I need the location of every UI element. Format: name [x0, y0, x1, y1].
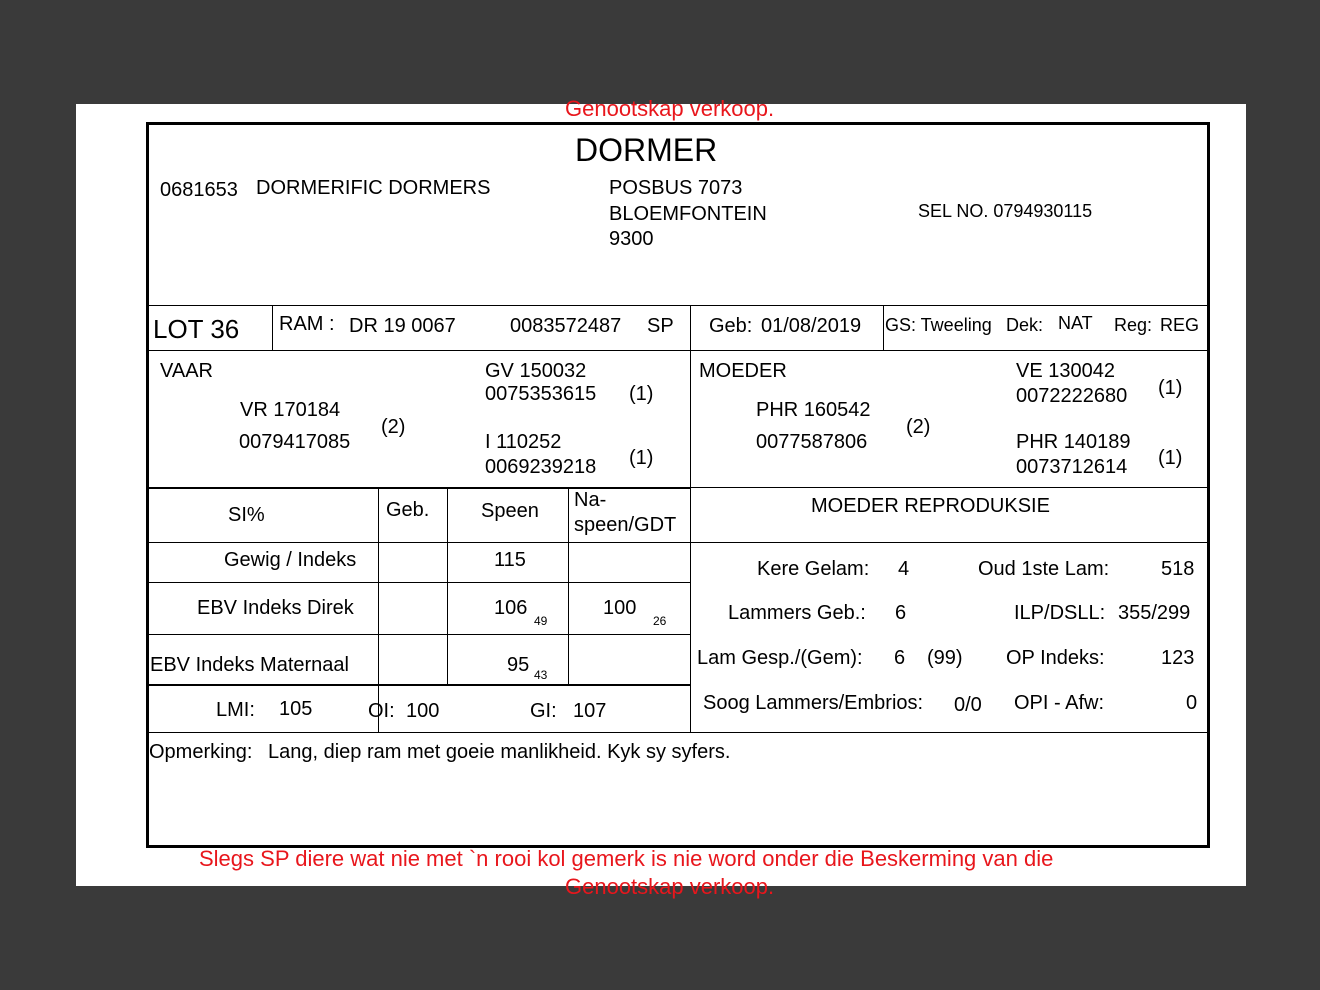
- gv-count: (1): [629, 383, 654, 405]
- ilp-value: 355/299: [1118, 602, 1191, 624]
- frame-left: [146, 122, 149, 848]
- address-line3: 9300: [609, 228, 654, 250]
- gewig-speen: 115: [494, 549, 526, 571]
- gi-value: 107: [573, 700, 607, 722]
- geb-header: Geb.: [386, 499, 430, 521]
- ebv-direk-label: EBV Indeks Direk: [197, 597, 354, 619]
- opi-value: 0: [1186, 692, 1198, 714]
- si-col-naspeen: [568, 487, 569, 684]
- ram-number: 0083572487: [510, 315, 622, 337]
- i-count: (1): [629, 447, 654, 469]
- lmi-label: LMI:: [216, 699, 255, 721]
- frame-top: [146, 122, 1210, 125]
- si-header: SI%: [228, 504, 265, 526]
- notice-bottom-line2: Genootskap verkoop.: [565, 874, 775, 899]
- si-col-geb: [378, 487, 379, 732]
- kere-value: 4: [898, 558, 910, 580]
- reg-value: REG: [1160, 315, 1200, 335]
- si-col-speen: [447, 487, 448, 684]
- lot-card-page: [76, 96, 1246, 899]
- ebv-maternaal-speen: 95: [507, 654, 530, 676]
- lot-divider-2: [690, 305, 691, 350]
- dek-value: NAT: [1058, 313, 1093, 333]
- moeder-id: PHR 160542: [756, 399, 871, 421]
- oud-label: Oud 1ste Lam:: [978, 558, 1110, 580]
- ve-id: VE 130042: [1016, 360, 1115, 382]
- breeder-number: 0681653: [160, 179, 238, 201]
- ve-count: (1): [1158, 377, 1183, 399]
- lot-row-top: [146, 305, 1208, 306]
- moeder-count: (2): [906, 416, 931, 438]
- phr2-number: 0073712614: [1016, 456, 1128, 478]
- dek-label: Dek:: [1006, 315, 1044, 335]
- gs-label: GS: Tweeling: [885, 315, 992, 335]
- si-table-bottom: [146, 732, 1208, 733]
- i-number: 0069239218: [485, 456, 597, 478]
- remark-text: Lang, diep ram met goeie manlikheid. Kyk sy syfers.: [268, 741, 731, 763]
- remark-label: Opmerking:: [149, 741, 253, 763]
- address-line1: POSBUS 7073: [609, 177, 743, 199]
- ebv-direk-naspeen-sub: 26: [653, 614, 667, 628]
- pedigree-divider: [690, 350, 691, 732]
- naspeen-header-line2: speen/GDT: [574, 514, 677, 536]
- vaar-number: 0079417085: [239, 431, 351, 453]
- phr2-count: (1): [1158, 447, 1183, 469]
- reg-label: Reg:: [1114, 315, 1153, 335]
- ebv-direk-naspeen: 100: [603, 597, 637, 619]
- gesp-value: 6: [894, 647, 906, 669]
- soog-label: Soog Lammers/Embrios:: [703, 692, 924, 714]
- si-row-line-3: [146, 634, 690, 635]
- opi-label: OPI - Afw:: [1014, 692, 1105, 714]
- notice-bottom-line1: Slegs SP diere wat nie met `n rooi kol gemerk is nie word onder die Beskerming van die: [199, 846, 1054, 871]
- ram-class: SP: [647, 315, 674, 337]
- si-table-top: [146, 487, 690, 489]
- gesp-label: Lam Gesp./(Gem):: [697, 647, 863, 669]
- moeder-number: 0077587806: [756, 431, 868, 453]
- ram-id: DR 19 0067: [349, 315, 456, 337]
- gi-label: GI:: [530, 700, 557, 722]
- lot-divider-1: [272, 305, 273, 350]
- lammers-value: 6: [895, 602, 907, 624]
- ram-label: RAM :: [279, 313, 335, 335]
- ebv-maternaal-label: EBV Indeks Maternaal: [150, 654, 349, 676]
- lot-row-bottom: [146, 350, 1208, 351]
- ve-number: 0072222680: [1016, 385, 1128, 407]
- vaar-label: VAAR: [160, 360, 213, 382]
- si-row-line-2: [146, 582, 690, 583]
- birth-date: 01/08/2019: [761, 315, 862, 337]
- ebv-direk-speen: 106: [494, 597, 528, 619]
- ebv-maternaal-speen-sub: 43: [534, 668, 548, 682]
- soog-value: 0/0: [954, 694, 982, 716]
- speen-header: Speen: [481, 500, 539, 522]
- gv-id: GV 150032: [485, 360, 587, 382]
- gewig-label: Gewig / Indeks: [224, 549, 357, 571]
- notice-top-partial: Genootskap verkoop.: [565, 96, 775, 121]
- address-line2: BLOEMFONTEIN: [609, 203, 767, 225]
- breeder-name: DORMERIFIC DORMERS: [256, 177, 491, 199]
- lammers-label: Lammers Geb.:: [728, 602, 866, 624]
- repro-top: [690, 487, 1208, 488]
- oi-value: 100: [406, 700, 440, 722]
- op-value: 123: [1161, 647, 1195, 669]
- lot-number: LOT 36: [153, 314, 240, 344]
- oi-label: OI:: [368, 700, 395, 722]
- naspeen-header-line1: Na-: [574, 489, 607, 511]
- si-row-line-1: [146, 542, 1208, 543]
- ilp-label: ILP/DSLL:: [1014, 602, 1106, 624]
- breed-title: DORMER: [575, 132, 718, 168]
- repro-title: MOEDER REPRODUKSIE: [811, 495, 1050, 517]
- frame-right: [1207, 122, 1210, 848]
- vaar-count: (2): [381, 416, 406, 438]
- moeder-label: MOEDER: [699, 360, 787, 382]
- vaar-id: VR 170184: [240, 399, 341, 421]
- sel-number: SEL NO. 0794930115: [918, 201, 1093, 221]
- i-id: I 110252: [485, 431, 562, 453]
- kere-label: Kere Gelam:: [757, 558, 870, 580]
- phr2-id: PHR 140189: [1016, 431, 1131, 453]
- si-row-line-4: [146, 684, 690, 686]
- gesp-gem: (99): [927, 647, 963, 669]
- oud-value: 518: [1161, 558, 1195, 580]
- ebv-direk-speen-sub: 49: [534, 614, 548, 628]
- gv-number: 0075353615: [485, 383, 597, 405]
- op-label: OP Indeks:: [1006, 647, 1105, 669]
- birth-date-label: Geb:: [709, 315, 753, 337]
- lot-divider-3: [883, 305, 884, 350]
- lmi-value: 105: [279, 698, 313, 720]
